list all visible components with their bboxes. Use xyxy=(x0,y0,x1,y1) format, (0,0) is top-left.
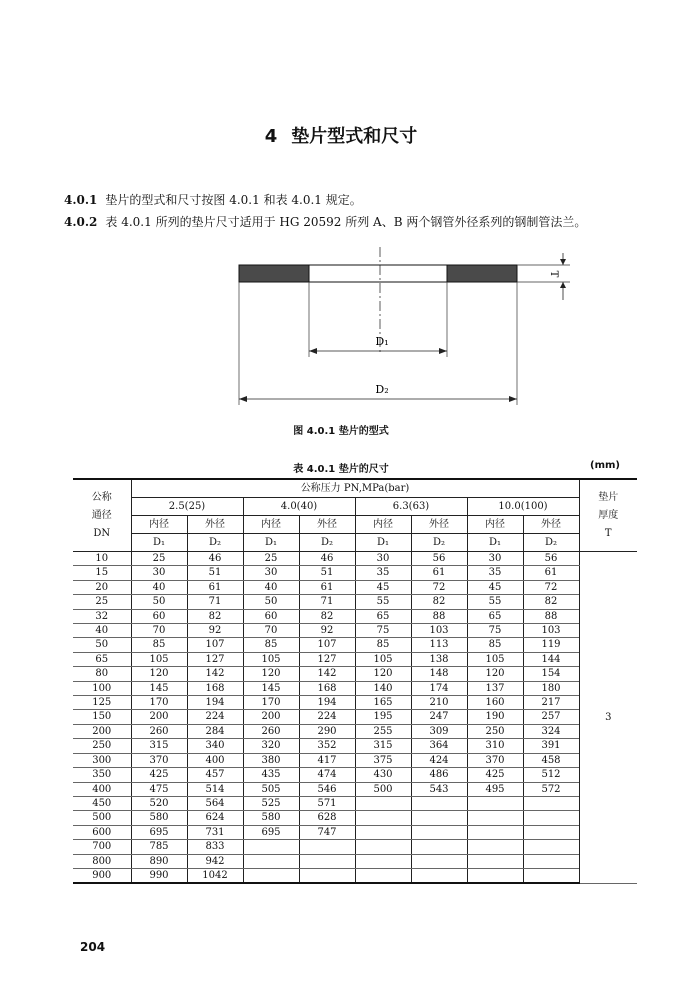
table-cell: 88 xyxy=(411,609,467,623)
table-cell: 180 xyxy=(523,681,579,695)
table-cell: 103 xyxy=(411,624,467,638)
table-cell: 56 xyxy=(411,552,467,566)
table-cell: 320 xyxy=(243,739,299,753)
header-outer-diameter: 外径 xyxy=(411,516,467,534)
header-symbol-d2: D₂ xyxy=(523,534,579,552)
table-cell: 170 xyxy=(131,696,187,710)
table-cell xyxy=(355,868,411,883)
table-cell xyxy=(299,868,355,883)
header-pn-10-0: 10.0(100) xyxy=(467,498,579,516)
table-cell: 990 xyxy=(131,868,187,883)
table-cell: 200 xyxy=(243,710,299,724)
table-cell: 107 xyxy=(299,638,355,652)
table-cell: 695 xyxy=(131,825,187,839)
cell-dn: 350 xyxy=(73,768,131,782)
cell-dn: 80 xyxy=(73,667,131,681)
table-cell: 571 xyxy=(299,796,355,810)
table-cell: 380 xyxy=(243,753,299,767)
table-cell xyxy=(411,854,467,868)
table-cell: 88 xyxy=(523,609,579,623)
table-cell: 85 xyxy=(131,638,187,652)
cell-dn: 300 xyxy=(73,753,131,767)
header-thickness: 垫片 厚度 T xyxy=(579,479,637,552)
table-cell: 217 xyxy=(523,696,579,710)
table-cell: 500 xyxy=(355,782,411,796)
header-pn-6-3: 6.3(63) xyxy=(355,498,467,516)
table-cell xyxy=(411,811,467,825)
table-row xyxy=(73,595,637,609)
gasket-dimension-table xyxy=(73,478,637,884)
table-cell: 458 xyxy=(523,753,579,767)
section-number: 4 xyxy=(264,126,278,147)
table-row xyxy=(73,854,637,868)
table-cell: 127 xyxy=(299,652,355,666)
table-cell: 628 xyxy=(299,811,355,825)
table-cell: 572 xyxy=(523,782,579,796)
table-cell: 46 xyxy=(299,552,355,566)
header-symbol-d1: D₁ xyxy=(243,534,299,552)
table-unit: (mm) xyxy=(590,460,620,471)
header-inner-diameter: 内径 xyxy=(467,516,523,534)
table-cell xyxy=(355,840,411,854)
table-cell: 520 xyxy=(131,796,187,810)
table-cell: 512 xyxy=(523,768,579,782)
cell-dn: 40 xyxy=(73,624,131,638)
table-cell xyxy=(523,811,579,825)
table-cell: 200 xyxy=(131,710,187,724)
header-symbol-d2: D₂ xyxy=(187,534,243,552)
table-cell: 942 xyxy=(187,854,243,868)
header-symbol-d2: D₂ xyxy=(411,534,467,552)
table-cell: 170 xyxy=(243,696,299,710)
table-cell: 71 xyxy=(187,595,243,609)
header-outer-diameter: 外径 xyxy=(523,516,579,534)
table-cell: 75 xyxy=(467,624,523,638)
clause-number: 4.0.1 xyxy=(64,193,98,207)
table-cell: 92 xyxy=(187,624,243,638)
table-cell: 315 xyxy=(355,739,411,753)
cell-dn: 450 xyxy=(73,796,131,810)
table-cell: 40 xyxy=(131,580,187,594)
table-row xyxy=(73,667,637,681)
header-symbol-d1: D₁ xyxy=(131,534,187,552)
table-cell: 30 xyxy=(131,566,187,580)
cell-dn: 150 xyxy=(73,710,131,724)
table-row xyxy=(73,840,637,854)
table-cell: 168 xyxy=(187,681,243,695)
table-cell: 364 xyxy=(411,739,467,753)
table-caption: 表 4.0.1 垫片的尺寸 xyxy=(293,464,389,475)
table-cell: 210 xyxy=(411,696,467,710)
table-cell: 85 xyxy=(355,638,411,652)
table-cell: 309 xyxy=(411,724,467,738)
cell-dn: 32 xyxy=(73,609,131,623)
table-cell: 55 xyxy=(355,595,411,609)
table-cell: 435 xyxy=(243,768,299,782)
table-cell: 75 xyxy=(355,624,411,638)
table-cell: 35 xyxy=(355,566,411,580)
table-cell: 290 xyxy=(299,724,355,738)
table-cell: 340 xyxy=(187,739,243,753)
table-row xyxy=(73,710,637,724)
header-symbol-d1: D₁ xyxy=(355,534,411,552)
table-cell xyxy=(467,811,523,825)
inner-diameter-label: D₁ xyxy=(375,335,389,348)
header-pn-2-5: 2.5(25) xyxy=(131,498,243,516)
table-cell: 474 xyxy=(299,768,355,782)
table-cell: 375 xyxy=(355,753,411,767)
table-cell: 425 xyxy=(131,768,187,782)
table-cell xyxy=(355,796,411,810)
table-cell: 417 xyxy=(299,753,355,767)
table-cell: 250 xyxy=(467,724,523,738)
table-cell xyxy=(523,825,579,839)
table-row xyxy=(73,825,637,839)
thickness-label: T xyxy=(548,270,559,278)
section-title xyxy=(0,122,682,148)
table-cell: 30 xyxy=(467,552,523,566)
table-cell: 247 xyxy=(411,710,467,724)
header-inner-diameter: 内径 xyxy=(355,516,411,534)
table-cell: 391 xyxy=(523,739,579,753)
table-cell xyxy=(467,825,523,839)
table-cell: 144 xyxy=(523,652,579,666)
header-pn-4-0: 4.0(40) xyxy=(243,498,355,516)
section-title-text: 垫片型式和尺寸 xyxy=(291,126,418,147)
table-cell: 72 xyxy=(523,580,579,594)
table-row xyxy=(73,868,637,883)
table-cell: 120 xyxy=(243,667,299,681)
table-cell xyxy=(523,854,579,868)
table-cell: 51 xyxy=(299,566,355,580)
table-row xyxy=(73,566,637,580)
table-cell: 92 xyxy=(299,624,355,638)
table-cell: 140 xyxy=(355,681,411,695)
table-cell: 82 xyxy=(299,609,355,623)
table-cell: 103 xyxy=(523,624,579,638)
table-cell: 107 xyxy=(187,638,243,652)
cell-dn: 20 xyxy=(73,580,131,594)
table-cell: 168 xyxy=(299,681,355,695)
table-row xyxy=(73,768,637,782)
header-symbol-d1: D₁ xyxy=(467,534,523,552)
header-symbol-d2: D₂ xyxy=(299,534,355,552)
table-cell: 105 xyxy=(355,652,411,666)
table-cell: 105 xyxy=(131,652,187,666)
table-row xyxy=(73,609,637,623)
table-row xyxy=(73,624,637,638)
table-cell: 505 xyxy=(243,782,299,796)
table-cell: 61 xyxy=(187,580,243,594)
table-cell: 546 xyxy=(299,782,355,796)
table-cell: 85 xyxy=(243,638,299,652)
table-cell: 194 xyxy=(299,696,355,710)
table-cell: 105 xyxy=(243,652,299,666)
table-cell: 30 xyxy=(243,566,299,580)
clause-number: 4.0.2 xyxy=(64,215,98,229)
table-cell: 142 xyxy=(187,667,243,681)
clause-text: 表 4.0.1 所列的垫片尺寸适用于 HG 20592 所列 A、B 两个钢管外径系列的钢制管法兰。 xyxy=(105,215,587,229)
cell-thickness: 3 xyxy=(579,552,637,884)
table-cell: 25 xyxy=(243,552,299,566)
table-cell: 257 xyxy=(523,710,579,724)
header-nominal-diameter: 公称 通径 DN xyxy=(73,479,131,552)
table-row xyxy=(73,652,637,666)
table-cell xyxy=(523,868,579,883)
table-cell: 580 xyxy=(131,811,187,825)
table-cell xyxy=(411,796,467,810)
table-cell: 65 xyxy=(355,609,411,623)
table-body xyxy=(73,552,637,884)
table-cell: 113 xyxy=(411,638,467,652)
table-cell: 40 xyxy=(243,580,299,594)
table-cell: 30 xyxy=(355,552,411,566)
figure-caption: 图 4.0.1 垫片的型式 xyxy=(293,426,389,437)
paragraph-4-0-2 xyxy=(64,211,644,233)
table-cell: 60 xyxy=(131,609,187,623)
table-row xyxy=(73,782,637,796)
cell-dn: 25 xyxy=(73,595,131,609)
table-cell: 120 xyxy=(131,667,187,681)
table-cell: 142 xyxy=(299,667,355,681)
table-cell: 284 xyxy=(187,724,243,738)
table-cell: 495 xyxy=(467,782,523,796)
table-cell: 315 xyxy=(131,739,187,753)
cell-dn: 700 xyxy=(73,840,131,854)
clause-text: 垫片的型式和尺寸按图 4.0.1 和表 4.0.1 规定。 xyxy=(105,193,362,207)
cell-dn: 600 xyxy=(73,825,131,839)
table-cell: 324 xyxy=(523,724,579,738)
table-cell xyxy=(355,825,411,839)
table-cell xyxy=(299,854,355,868)
table-cell xyxy=(523,840,579,854)
table-row xyxy=(73,580,637,594)
table-cell: 61 xyxy=(411,566,467,580)
table-cell: 785 xyxy=(131,840,187,854)
table-cell: 119 xyxy=(523,638,579,652)
table-cell: 45 xyxy=(467,580,523,594)
table-cell: 56 xyxy=(523,552,579,566)
cell-dn: 250 xyxy=(73,739,131,753)
table-cell: 890 xyxy=(131,854,187,868)
cell-dn: 900 xyxy=(73,868,131,883)
table-row xyxy=(73,552,637,566)
table-cell xyxy=(243,868,299,883)
table-cell: 120 xyxy=(355,667,411,681)
table-cell: 50 xyxy=(243,595,299,609)
table-cell: 70 xyxy=(243,624,299,638)
table-cell xyxy=(467,868,523,883)
table-cell: 486 xyxy=(411,768,467,782)
header-inner-diameter: 内径 xyxy=(131,516,187,534)
table-cell: 165 xyxy=(355,696,411,710)
table-cell: 45 xyxy=(355,580,411,594)
table-cell: 127 xyxy=(187,652,243,666)
table-cell: 137 xyxy=(467,681,523,695)
table-cell: 70 xyxy=(131,624,187,638)
cell-dn: 15 xyxy=(73,566,131,580)
table-row xyxy=(73,739,637,753)
table-cell: 424 xyxy=(411,753,467,767)
table-cell: 60 xyxy=(243,609,299,623)
table-cell xyxy=(243,854,299,868)
table-cell: 457 xyxy=(187,768,243,782)
table-row xyxy=(73,753,637,767)
cell-dn: 125 xyxy=(73,696,131,710)
table-cell: 145 xyxy=(243,681,299,695)
header-outer-diameter: 外径 xyxy=(299,516,355,534)
table-cell: 543 xyxy=(411,782,467,796)
cell-dn: 500 xyxy=(73,811,131,825)
table-cell: 148 xyxy=(411,667,467,681)
table-cell: 55 xyxy=(467,595,523,609)
table-cell: 352 xyxy=(299,739,355,753)
paragraph-4-0-1 xyxy=(64,189,644,211)
table-cell: 731 xyxy=(187,825,243,839)
table-row xyxy=(73,724,637,738)
cell-dn: 400 xyxy=(73,782,131,796)
table-cell: 514 xyxy=(187,782,243,796)
table-cell: 154 xyxy=(523,667,579,681)
table-cell: 425 xyxy=(467,768,523,782)
table-cell: 160 xyxy=(467,696,523,710)
table-cell: 51 xyxy=(187,566,243,580)
table-cell xyxy=(467,796,523,810)
cell-dn: 800 xyxy=(73,854,131,868)
table-cell xyxy=(355,811,411,825)
table-cell: 475 xyxy=(131,782,187,796)
table-cell: 35 xyxy=(467,566,523,580)
table-cell: 46 xyxy=(187,552,243,566)
table-cell: 525 xyxy=(243,796,299,810)
table-cell xyxy=(243,840,299,854)
table-cell: 25 xyxy=(131,552,187,566)
table-cell xyxy=(299,840,355,854)
table-cell: 833 xyxy=(187,840,243,854)
table-cell: 174 xyxy=(411,681,467,695)
gasket-section-right xyxy=(447,265,517,282)
header-inner-diameter: 内径 xyxy=(243,516,299,534)
table-cell: 580 xyxy=(243,811,299,825)
table-row xyxy=(73,811,637,825)
table-cell: 224 xyxy=(187,710,243,724)
table-cell xyxy=(467,854,523,868)
table-row xyxy=(73,681,637,695)
table-cell: 71 xyxy=(299,595,355,609)
table-cell: 370 xyxy=(131,753,187,767)
table-cell: 260 xyxy=(243,724,299,738)
table-cell: 260 xyxy=(131,724,187,738)
table-cell: 255 xyxy=(355,724,411,738)
table-cell: 85 xyxy=(467,638,523,652)
header-nominal-pressure: 公称压力 PN,MPa(bar) xyxy=(131,479,579,498)
gasket-drawing xyxy=(225,245,585,410)
table-cell: 72 xyxy=(411,580,467,594)
table-cell: 195 xyxy=(355,710,411,724)
table-cell: 194 xyxy=(187,696,243,710)
table-cell xyxy=(467,840,523,854)
table-cell xyxy=(523,796,579,810)
header-outer-diameter: 外径 xyxy=(187,516,243,534)
table-cell: 370 xyxy=(467,753,523,767)
table-cell: 624 xyxy=(187,811,243,825)
table-cell: 120 xyxy=(467,667,523,681)
table-cell: 50 xyxy=(131,595,187,609)
table-cell: 145 xyxy=(131,681,187,695)
table-cell: 747 xyxy=(299,825,355,839)
table-row xyxy=(73,796,637,810)
table-cell: 310 xyxy=(467,739,523,753)
table-cell: 65 xyxy=(467,609,523,623)
cell-dn: 100 xyxy=(73,681,131,695)
table-cell: 61 xyxy=(523,566,579,580)
table-cell: 400 xyxy=(187,753,243,767)
table-cell: 82 xyxy=(187,609,243,623)
table-cell: 224 xyxy=(299,710,355,724)
cell-dn: 65 xyxy=(73,652,131,666)
table-cell: 82 xyxy=(411,595,467,609)
table-row xyxy=(73,638,637,652)
table-cell xyxy=(411,825,467,839)
table-cell xyxy=(411,868,467,883)
table-cell: 430 xyxy=(355,768,411,782)
outer-diameter-label: D₂ xyxy=(375,383,389,396)
table-cell: 82 xyxy=(523,595,579,609)
table-cell: 61 xyxy=(299,580,355,594)
table-cell xyxy=(355,854,411,868)
cell-dn: 200 xyxy=(73,724,131,738)
page-number: 204 xyxy=(80,940,106,954)
gasket-section-left xyxy=(239,265,309,282)
cell-dn: 50 xyxy=(73,638,131,652)
table-cell: 695 xyxy=(243,825,299,839)
table-cell xyxy=(411,840,467,854)
table-cell: 190 xyxy=(467,710,523,724)
table-cell: 105 xyxy=(467,652,523,666)
table-row xyxy=(73,696,637,710)
table-cell: 138 xyxy=(411,652,467,666)
cell-dn: 10 xyxy=(73,552,131,566)
table-cell: 1042 xyxy=(187,868,243,883)
table-cell: 564 xyxy=(187,796,243,810)
